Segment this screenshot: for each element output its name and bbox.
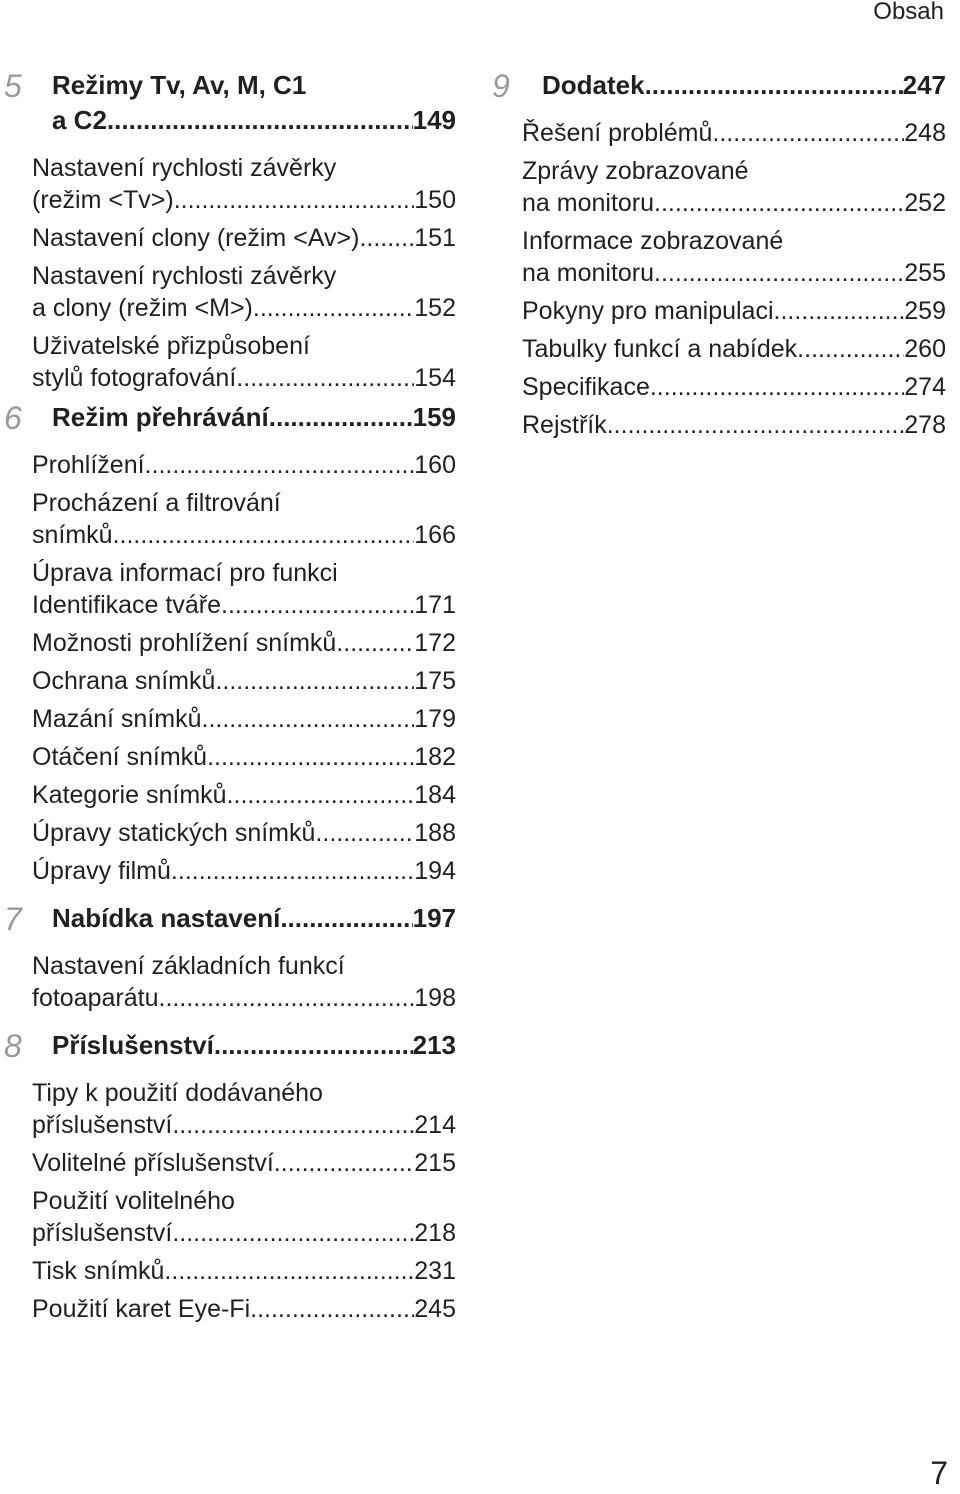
chapter-title-last-line [52,1028,456,1063]
chapter-title-page-number: 149 [412,105,456,135]
toc-entry-last-line [522,371,946,403]
toc-entry-page-number: 252 [904,189,946,217]
toc-entry-last-line [32,1293,456,1325]
toc-entry-text: Uživatelské přizpůsobení [32,332,310,360]
toc-entry-page-number: 152 [414,294,456,322]
leader-dots [207,741,414,773]
toc-entry-last-line [522,187,946,219]
running-header: Obsah [873,0,944,25]
toc-entry-list [32,1077,456,1325]
toc-entry-page-number: 278 [904,411,946,439]
leader-dots [171,855,414,887]
chapter-title-link[interactable] [52,400,456,435]
leader-dots [172,1217,414,1249]
toc-entry-page-number: 150 [414,186,456,214]
toc-entry-link[interactable] [32,1185,456,1249]
toc-entry-text: Nastavení rychlosti závěrky [32,262,337,290]
toc-entry-text: Nastavení clony (režim <Av>) [32,224,360,252]
leader-dots [221,589,414,621]
toc-entry-link[interactable] [522,225,946,289]
toc-entry-page-number: 188 [414,819,456,847]
toc-entry-text: (režim <Tv>) [32,186,174,214]
toc-entry-text: Úpravy statických snímků [32,819,316,847]
chapter-title-text: Režimy Tv, Av, M, C1 [52,70,307,100]
toc-entry-link[interactable] [32,779,456,811]
toc-entry-page-number: 179 [414,705,456,733]
toc-entry-last-line [32,1109,456,1141]
toc-entry-text: Tisk snímků [32,1257,165,1285]
chapter-title-page-number: 159 [412,402,456,432]
toc-entry-text: Řešení problémů [522,119,713,147]
toc-entry-last-line [522,333,946,365]
chapter-title-text: a C2 [52,105,107,135]
chapter-title-text: Příslušenství [52,1030,214,1060]
toc-entry-text: Informace zobrazované [522,227,784,255]
toc-entry-link[interactable] [32,557,456,621]
leader-dots [215,665,414,697]
toc-entry-text: Nastavení základních funkcí [32,952,345,980]
toc-entry-link[interactable] [32,741,456,773]
toc-entry-last-line [32,627,456,659]
leader-dots [236,362,414,394]
toc-entry-link[interactable] [32,487,456,551]
leader-dots [336,627,414,659]
chapter-number: 9 [492,68,510,104]
chapter-title-page-number: 247 [902,70,946,100]
toc-entry-link[interactable] [522,409,946,441]
leader-dots [654,187,904,219]
toc-entry-last-line [32,817,456,849]
leader-dots [253,292,414,324]
toc-entry-link[interactable] [32,855,456,887]
toc-entry-list [32,152,456,394]
toc-entry-page-number: 171 [414,591,456,619]
toc-entry-page-number: 172 [414,629,456,657]
toc-entry-link[interactable] [32,222,456,254]
toc-entry-text-line [522,155,946,187]
chapter-title-text-line [52,68,456,103]
toc-entry-page-number: 175 [414,667,456,695]
toc-entry-last-line [32,855,456,887]
toc-entry-text: Pokyny pro manipulaci [522,297,774,325]
toc-entry-last-line [522,409,946,441]
chapter-section [0,68,456,394]
toc-entry-text: Procházení a filtrování [32,489,281,517]
chapter-title-page-number: 213 [412,1030,456,1060]
chapter-title-text: Režim přehrávání [52,402,269,432]
toc-entry-link[interactable] [32,665,456,697]
toc-entry-last-line [32,665,456,697]
leader-dots [712,117,904,149]
toc-entry-link[interactable] [32,1147,456,1179]
leader-dots [113,519,415,551]
chapter-section [0,400,456,887]
toc-entry-last-line [32,982,456,1014]
toc-entry-text: snímků [32,521,113,549]
toc-entry-page-number: 245 [414,1295,456,1323]
toc-entry-text: Mazání snímků [32,705,202,733]
toc-entry-link[interactable] [522,295,946,327]
chapter-number: 6 [4,400,22,436]
toc-entry-link[interactable] [32,1077,456,1141]
toc-entry-last-line [522,295,946,327]
toc-entry-text: stylů fotografování [32,364,237,392]
toc-entry-page-number: 214 [414,1111,456,1139]
toc-entry-text-line [32,487,456,519]
toc-entry-page-number: 184 [414,781,456,809]
toc-entry-page-number: 160 [414,451,456,479]
toc-entry-page-number: 166 [414,521,456,549]
toc-entry-text: Úprava informací pro funkci [32,559,338,587]
toc-entry-text-line [32,950,456,982]
toc-entry-link[interactable] [32,1293,456,1325]
leader-dots [315,817,414,849]
toc-entry-text: Otáčení snímků [32,743,208,771]
toc-entry-page-number: 215 [414,1149,456,1177]
leader-dots [774,295,905,327]
toc-entry-page-number: 198 [414,984,456,1012]
toc-entry-text: Specifikace [522,373,650,401]
toc-entry-page-number: 260 [904,335,946,363]
toc-entry-last-line [32,292,456,324]
leader-dots [269,400,413,435]
toc-entry-text-line [32,152,456,184]
toc-entry-text: Identifikace tváře [32,591,221,619]
toc-entry-last-line [32,362,456,394]
toc-entry-text-line [32,260,456,292]
leader-dots [145,449,415,481]
toc-entry-page-number: 218 [414,1219,456,1247]
leader-dots [172,1109,414,1141]
chapter-title-link[interactable] [52,901,456,936]
chapter-title-last-line [52,400,456,435]
toc-entry-text: na monitoru [522,189,655,217]
toc-entry-link[interactable] [522,371,946,403]
toc-entry-last-line [32,1147,456,1179]
toc-entry-last-line [522,257,946,289]
leader-dots [107,103,413,138]
toc-entry-text: Tipy k použití dodávaného [32,1079,323,1107]
toc-entry-page-number: 151 [414,224,456,252]
chapter-section [0,901,456,1014]
toc-entry-text: Prohlížení [32,451,145,479]
toc-entry-link[interactable] [522,333,946,365]
chapter-title-page-number: 197 [412,903,456,933]
toc-entry-text: Možnosti prohlížení snímků [32,629,337,657]
leader-dots [164,1255,414,1287]
toc-entry-link[interactable] [32,627,456,659]
toc-column-left [0,68,456,1331]
toc-entry-link[interactable] [522,117,946,149]
chapter-title-last-line [52,103,456,138]
chapter-title-last-line [52,901,456,936]
toc-entry-link[interactable] [32,152,456,216]
toc-entry-text-line [32,1185,456,1217]
chapter-section [0,1028,456,1325]
toc-entry-link[interactable] [32,449,456,481]
toc-entry-text: Použití volitelného [32,1187,235,1215]
toc-entry-last-line [522,117,946,149]
toc-entry-last-line [32,703,456,735]
chapter-title-link[interactable] [52,68,456,138]
toc-entry-list [522,117,946,441]
toc-entry-page-number: 231 [414,1257,456,1285]
toc-entry-link[interactable] [32,330,456,394]
chapter-title-link[interactable] [52,1028,456,1063]
toc-entry-text: Ochrana snímků [32,667,216,695]
chapter-title-last-line [542,68,946,103]
toc-entry-link[interactable] [32,260,456,324]
leader-dots [250,1293,414,1325]
toc-entry-last-line [32,779,456,811]
toc-entry-text: fotoaparátu [32,984,159,1012]
toc-entry-text: na monitoru [522,259,655,287]
toc-entry-text: příslušenství [32,1219,173,1247]
toc-entry-page-number: 274 [904,373,946,401]
leader-dots [654,257,904,289]
toc-entry-last-line [32,741,456,773]
leader-dots [227,779,415,811]
toc-entry-text: příslušenství [32,1111,173,1139]
toc-entry-list [32,950,456,1014]
leader-dots [359,222,414,254]
toc-entry-text: Volitelné příslušenství [32,1149,274,1177]
toc-entry-link[interactable] [522,155,946,219]
toc-entry-text: Použití karet Eye-Fi [32,1295,251,1323]
toc-entry-link[interactable] [32,703,456,735]
chapter-number: 7 [4,901,22,937]
chapter-title-link[interactable] [542,68,946,103]
leader-dots [214,1028,413,1063]
toc-entry-last-line [32,449,456,481]
toc-entry-page-number: 182 [414,743,456,771]
leader-dots [607,409,905,441]
chapter-section [490,68,946,441]
toc-entry-text: a clony (režim <M>) [32,294,253,322]
toc-entry-text-line [522,225,946,257]
toc-entry-text-line [32,330,456,362]
toc-entry-last-line [32,589,456,621]
toc-entry-text-line [32,1077,456,1109]
toc-entry-last-line [32,184,456,216]
leader-dots [650,371,904,403]
toc-entry-text: Nastavení rychlosti závěrky [32,154,337,182]
toc-entry-link[interactable] [32,1255,456,1287]
leader-dots [797,333,904,365]
toc-entry-text-line [32,557,456,589]
chapter-number: 5 [4,68,22,104]
toc-entry-page-number: 255 [904,259,946,287]
toc-entry-text: Tabulky funkcí a nabídek [522,335,798,363]
toc-entry-last-line [32,222,456,254]
chapter-title-text: Dodatek [542,70,645,100]
toc-entry-page-number: 248 [904,119,946,147]
toc-entry-list [32,449,456,887]
toc-entry-link[interactable] [32,817,456,849]
toc-entry-last-line [32,519,456,551]
toc-entry-page-number: 154 [414,364,456,392]
toc-entry-last-line [32,1217,456,1249]
toc-column-right [490,68,946,447]
toc-entry-last-line [32,1255,456,1287]
leader-dots [202,703,415,735]
toc-entry-page-number: 194 [414,857,456,885]
leader-dots [274,1147,414,1179]
toc-entry-text: Úpravy filmů [32,857,171,885]
leader-dots [280,901,412,936]
page-number: 7 [930,1455,948,1491]
toc-entry-text: Zprávy zobrazované [522,157,749,185]
leader-dots [174,184,415,216]
toc-entry-text: Kategorie snímků [32,781,227,809]
leader-dots [159,982,415,1014]
toc-entry-text: Rejstřík [522,411,607,439]
chapter-title-text: Nabídka nastavení [52,903,281,933]
chapter-number: 8 [4,1028,22,1064]
leader-dots [645,68,903,103]
toc-entry-link[interactable] [32,950,456,1014]
toc-entry-page-number: 259 [904,297,946,325]
